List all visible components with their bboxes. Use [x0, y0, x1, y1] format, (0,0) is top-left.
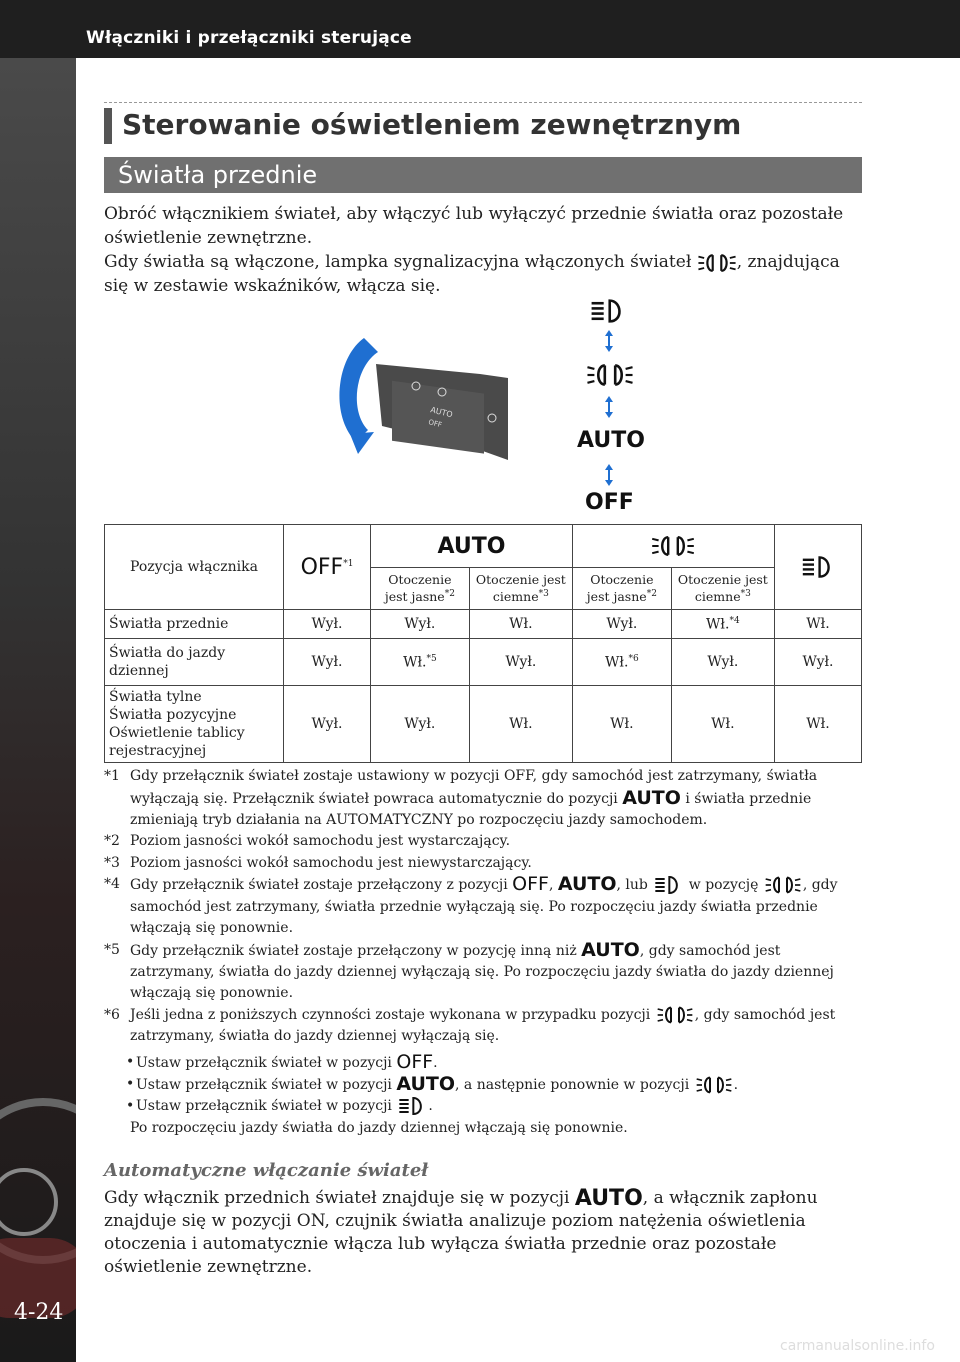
cell: Wył.	[775, 639, 862, 686]
footnote-text: ,	[548, 877, 554, 893]
headlights-icon	[800, 555, 836, 579]
cell: Wł.	[671, 686, 774, 763]
bullet-mark: •	[126, 1098, 135, 1115]
watermark: carmanualsonline.info	[780, 1338, 935, 1354]
intro-line-2	[104, 250, 862, 298]
cell: Wył.	[469, 639, 572, 686]
cell: Wł.	[775, 686, 862, 763]
bullet-text: Ustaw przełącznik świateł w pozycji	[136, 1098, 392, 1115]
footnote-4	[104, 874, 862, 939]
bullet-3	[104, 1096, 862, 1118]
footnote-text: , gdy samochód jest zatrzymany, światła do jazdy dziennej wyłączają się. Po rozpoczęciu jazdy światła do jazdy dziennej włączają się ponownie.	[130, 942, 834, 1002]
cell-text: Wł.	[605, 654, 629, 671]
sup: *5	[426, 653, 437, 664]
cell: Wył.	[371, 610, 470, 639]
side-photo-strip	[0, 58, 76, 1362]
switch-positions	[575, 292, 643, 517]
bullet-1	[104, 1052, 862, 1074]
intro-line-1: Obróć włącznikiem świateł, aby włączyć lub wyłączyć przednie światła oraz pozostałe oświetlenie zewnętrzne.	[104, 204, 844, 248]
parking-lights-icon	[585, 362, 635, 388]
bullet-text: Ustaw przełącznik świateł w pozycji	[136, 1076, 392, 1093]
cell	[572, 639, 671, 686]
cell: Wył.	[371, 686, 470, 763]
cell: Wł.	[469, 686, 572, 763]
footnote-mark: *5	[104, 941, 120, 958]
footnote-6	[104, 1005, 862, 1048]
headlights-icon	[396, 1096, 428, 1116]
headlights-icon	[589, 298, 627, 324]
paragraph-text: , a włącznik zapłonu znajduje się w pozycji ON, czujnik światła analizuje poziom natężenia oświetlenia otoczenia i automatycznie włącza lub wyłącza światła przednie oraz pozostałe oświetlenie zewnętrzne.	[104, 1188, 818, 1277]
sup: *2	[444, 589, 455, 600]
row-label-line: Światła tylne	[109, 689, 202, 705]
cell: Wył.	[284, 610, 371, 639]
cell-text: Wł.	[706, 616, 730, 633]
footnote-3	[104, 853, 862, 875]
page-header	[0, 0, 960, 58]
row-label-line: Oświetlenie tablicy rejestracyjnej	[109, 725, 245, 759]
bullet-text: .	[733, 1076, 739, 1093]
footnote-5	[104, 940, 862, 1005]
footnote-text: , gdy samochód jest zatrzymany, światła przednie wyłączają się. Po rozpoczęciu jazdy światła przednie włączają się ponownie.	[130, 877, 838, 936]
intro-line-2a: Gdy światła są włączone, lampka sygnalizacyjna włączonych świateł	[104, 252, 692, 272]
cell-text: Wł.	[403, 654, 427, 671]
table-head-parking	[572, 525, 774, 568]
table-head-off	[284, 525, 371, 610]
heading-sub-text: Światła przednie	[118, 161, 318, 189]
footnote-text: , gdy samochód jest zatrzymany, światła do jazdy dziennej wyłączają się.	[130, 1006, 836, 1045]
cell: Wył.	[572, 610, 671, 639]
sup: *3	[740, 589, 751, 600]
intro-text	[104, 202, 862, 298]
sup: *3	[538, 589, 549, 600]
footnote-mark: *2	[104, 833, 120, 850]
sup: *2	[646, 589, 657, 600]
sup: *4	[729, 615, 740, 626]
cell: Wł.	[469, 610, 572, 639]
bullet-mark: •	[126, 1076, 135, 1092]
sub-label: Otoczenie jest jasne	[384, 572, 452, 605]
row-label	[105, 686, 284, 763]
light-switch-stalk-illustration	[330, 334, 508, 464]
bullet-text: , a następnie ponownie w pozycji	[455, 1076, 690, 1093]
parking-lights-icon	[763, 875, 803, 895]
stalk-label-auto: AUTO	[429, 405, 454, 420]
heading-auto-lights: Automatyczne włączanie świateł	[104, 1160, 429, 1181]
sub-auto-dark	[469, 568, 572, 610]
footnote-mark: *1	[104, 768, 120, 784]
auto-glyph: AUTO	[622, 786, 681, 809]
parking-lights-icon	[697, 252, 737, 274]
footnote-mark: *4	[104, 876, 120, 893]
footnote-text: i światła przednie zmieniają tryb działania na AUTOMATYCZNY po rozpoczęciu jazdy samochodem.	[130, 790, 812, 828]
arrow-updown-icon	[605, 330, 613, 352]
heading-bar	[104, 108, 112, 144]
sub-auto-bright	[371, 568, 470, 610]
footnote-text: Gdy przełącznik świateł zostaje ustawiony w pozycji OFF, gdy samochód jest zatrzymany, światła wyłączają się. Przełącznik świateł powraca automatycznie do pozycji	[130, 768, 818, 807]
footnote-2	[104, 831, 862, 853]
table-row	[105, 639, 862, 686]
off-glyph: OFF	[512, 873, 549, 896]
footnote-mark: *6	[104, 1006, 120, 1023]
footnote-1	[104, 766, 862, 831]
cell: Wył.	[284, 639, 371, 686]
footnote-text: Jeśli jedna z poniższych czynności zostaje wykonana w przypadku pozycji	[130, 1006, 651, 1023]
bullet-text: Ustaw przełącznik świateł w pozycji	[136, 1054, 392, 1071]
row-label-line: Światła pozycyjne	[109, 707, 237, 723]
sub-label: Otoczenie jest jasne	[586, 572, 654, 605]
auto-lights-text	[104, 1187, 862, 1279]
footnote-text: Poziom jasności wokół samochodu jest wystarczający.	[130, 833, 511, 850]
table-head-position: Pozycja włącznika	[105, 525, 284, 610]
sub-parking-dark	[671, 568, 774, 610]
stalk-label-off: OFF	[427, 418, 443, 430]
off-glyph: OFF	[396, 1050, 434, 1073]
table-row	[105, 686, 862, 763]
footnote-text: Poziom jasności wokół samochodu jest niewystarczający.	[130, 854, 532, 871]
rotation-arrow	[339, 338, 378, 442]
arrow-updown-icon	[605, 396, 613, 418]
auto-lights-paragraph	[104, 1187, 862, 1279]
footnotes	[104, 766, 862, 1139]
bullet-2	[104, 1074, 862, 1096]
bullet-mark: •	[126, 1053, 135, 1070]
footnote-text: , lub	[616, 877, 648, 893]
cell: Wył.	[284, 686, 371, 763]
auto-glyph: AUTO	[557, 873, 617, 896]
table-head-headlights	[775, 525, 862, 610]
light-positions-table	[104, 524, 862, 763]
auto-glyph: AUTO	[581, 938, 640, 961]
table-row	[105, 610, 862, 639]
auto-label: AUTO	[577, 428, 645, 453]
footnote-text: w pozycję	[688, 877, 759, 893]
footnote-text: Gdy przełącznik świateł zostaje przełączony z pozycji	[130, 877, 508, 893]
heading-sub	[104, 157, 862, 193]
footnote-mark: *3	[104, 854, 120, 871]
row-label: Światła do jazdy dziennej	[105, 639, 284, 686]
cell	[671, 610, 774, 639]
cell: Wł.	[775, 610, 862, 639]
intro-line-2b: , znajdująca się w zestawie wskaźników, włącza się.	[104, 252, 840, 296]
bullet-text: .	[428, 1098, 433, 1115]
auto-glyph: AUTO	[437, 533, 506, 559]
sub-parking-bright	[572, 568, 671, 610]
section-title: Włączniki i przełączniki sterujące	[86, 28, 412, 48]
heading-main-text: Sterowanie oświetleniem zewnętrznym	[122, 108, 742, 141]
off-label: OFF	[585, 490, 634, 515]
sup-off: *1	[343, 558, 354, 569]
cell: Wł.	[572, 686, 671, 763]
off-glyph: OFF	[300, 554, 344, 580]
cell	[371, 639, 470, 686]
cell: Wył.	[671, 639, 774, 686]
sub-label: Otoczenie jest ciemne	[677, 572, 768, 605]
heading-main	[104, 106, 862, 146]
bullet-text: .	[433, 1054, 438, 1071]
sub-label: Otoczenie jest ciemne	[475, 572, 566, 605]
parking-lights-icon	[655, 1005, 695, 1025]
after-bullets-text: Po rozpoczęciu jazdy światła do jazdy dziennej włączają się ponownie.	[130, 1119, 628, 1136]
row-label: Światła przednie	[105, 610, 284, 639]
auto-glyph: AUTO	[574, 1186, 643, 1211]
auto-glyph: AUTO	[396, 1073, 456, 1095]
parking-lights-icon	[694, 1075, 734, 1095]
page-number: 4-24	[14, 1300, 64, 1325]
divider	[104, 102, 862, 103]
arrow-updown-icon	[605, 464, 613, 486]
sup: *6	[628, 653, 639, 664]
headlights-icon	[652, 875, 684, 895]
paragraph-text: Gdy włącznik przednich świateł znajduje się w pozycji	[104, 1188, 570, 1208]
parking-lights-icon	[650, 534, 696, 558]
rotation-arrow-head	[350, 432, 374, 454]
table-head-auto	[371, 525, 573, 568]
footnote-text: Gdy przełącznik świateł zostaje przełączony w pozycję inną niż	[130, 942, 577, 959]
